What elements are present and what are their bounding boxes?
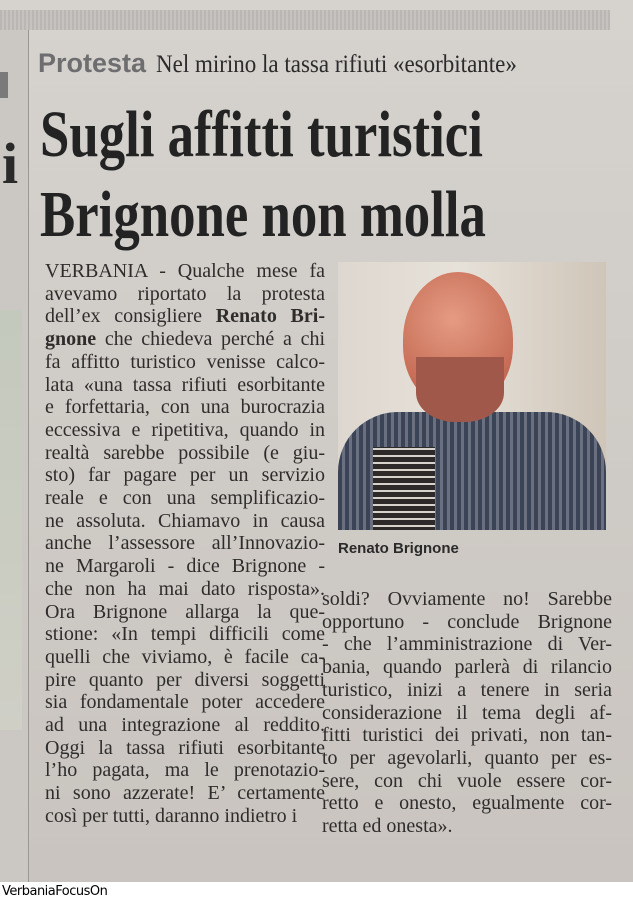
headline-line: Sugli affitti turistici — [40, 98, 483, 171]
adjacent-column — [0, 30, 29, 882]
body-line: Ora Brignone allarga la que- — [45, 600, 325, 623]
body-line: ne Margaroli - dice Brignone - — [45, 555, 325, 578]
body-line: sto) far pagare per un servizio — [45, 464, 325, 487]
watermark: VerbaniaFocusOn — [2, 884, 108, 899]
adjacent-kicker-fragment — [0, 72, 8, 98]
headline-line: Brignone non molla — [40, 178, 486, 251]
adjacent-headline-fragment: i — [2, 131, 19, 196]
body-line: lata «una tassa rifiuti esorbitante — [45, 373, 325, 396]
body-line: avevamo riportato la protesta — [45, 282, 325, 305]
body-line: pire quanto per diversi soggetti — [45, 668, 325, 691]
body-line: fa affitto turistico venisse calco- — [45, 350, 325, 373]
top-border-strip — [0, 10, 610, 30]
body-line: ni sono azzerate! E’ certamente — [45, 782, 325, 805]
body-line: realtà sarebbe possibile (e giu- — [45, 441, 325, 464]
headline — [40, 95, 633, 255]
kicker — [38, 48, 548, 79]
body-line: bania, quando parlerà di rilancio — [322, 656, 612, 679]
body-line: quelli che viviamo, è facile ca- — [45, 645, 325, 668]
article-body-left — [45, 260, 325, 828]
adjacent-image-fragment — [0, 310, 22, 730]
body-line: considerazione il tema degli af- — [322, 701, 612, 724]
article-body-right — [322, 588, 612, 838]
body-line: to per agevolarli, quanto per es- — [322, 746, 612, 769]
body-line: che non ha mai dato risposta». — [45, 577, 325, 600]
body-line: dell’ex consigliere Renato Bri- — [45, 305, 325, 328]
kicker-label: Protesta — [38, 48, 147, 78]
body-line: anche l’assessore all’Innovazio- — [45, 532, 325, 555]
body-line: retta ed onesta». — [322, 815, 453, 838]
portrait-photo — [338, 262, 606, 530]
body-line: retto e onesto, egualmente cor- — [322, 792, 612, 815]
body-line: reale e con una semplificazio- — [45, 487, 325, 510]
photo-mug — [373, 447, 435, 530]
kicker-text: Nel mirino la tassa rifiuti «esorbitante» — [156, 51, 517, 78]
body-line: l’ho pagata, ma le prenotazio- — [45, 759, 325, 782]
photo-caption: Renato Brignone — [338, 540, 459, 557]
body-line: eccessiva e ripetitiva, quando in — [45, 418, 325, 441]
body-line: fitti turistici dei privati, non tan- — [322, 724, 612, 747]
body-line: sere, con chi vuole essere cor- — [322, 769, 612, 792]
body-line: sia fondamentale poter accedere — [45, 691, 325, 714]
body-line: così per tutti, daranno indietro i — [45, 804, 298, 827]
body-line: ne assoluta. Chiamavo in causa — [45, 509, 325, 532]
body-line: e forfettaria, con una burocrazia — [45, 396, 325, 419]
body-line: soldi? Ovviamente no! Sarebbe — [322, 588, 612, 610]
photo-beard — [416, 357, 504, 422]
body-line: VERBANIA - Qualche mese fa — [45, 260, 325, 282]
body-line: ad una integrazione al reddito. — [45, 714, 325, 737]
body-line: turistico, inizi a tenere in seria — [322, 678, 612, 701]
body-line: gnone che chiedeva perché a chi — [45, 328, 325, 351]
body-line: opportuno - conclude Brignone — [322, 610, 612, 633]
body-line: stione: «In tempi difficili come — [45, 623, 325, 646]
body-line: - che l’amministrazione di Ver- — [322, 633, 612, 656]
body-line: Oggi la tassa rifiuti esorbitante — [45, 736, 325, 759]
